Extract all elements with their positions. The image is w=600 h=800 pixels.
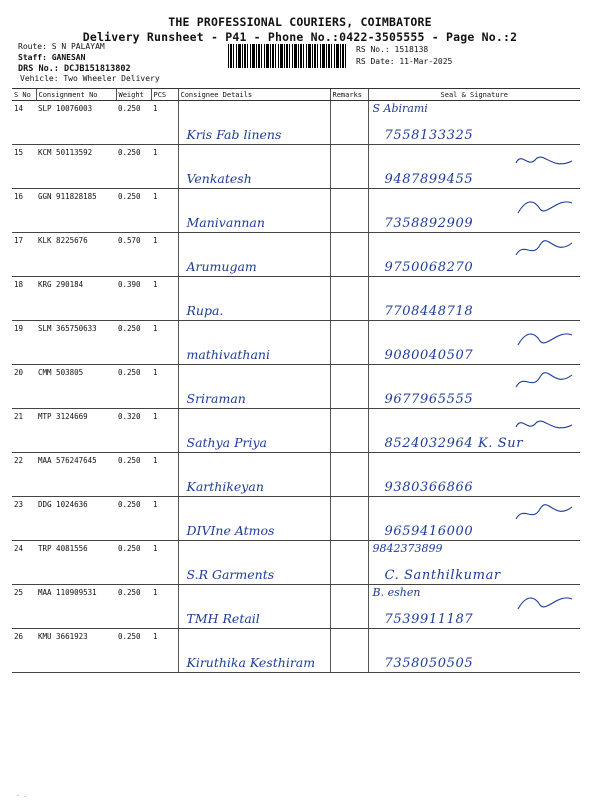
phone-handwriting: 9487899455 xyxy=(384,172,474,187)
seal-name-handwriting: 9842373899 xyxy=(372,542,443,555)
row-seal-cell xyxy=(368,321,580,365)
consignee-handwriting: DIVIne Atmos xyxy=(186,523,275,538)
row-sno: 14 xyxy=(12,101,36,145)
row-remarks xyxy=(330,365,368,409)
table-row xyxy=(12,409,580,453)
row-remarks xyxy=(330,233,368,277)
row-remarks xyxy=(330,409,368,453)
row-pcs: 1 xyxy=(151,101,178,145)
row-remarks xyxy=(330,101,368,145)
consignee-handwriting: S.R Garments xyxy=(186,567,275,582)
signature-scribble-icon xyxy=(514,325,574,349)
row-consignee-cell xyxy=(178,145,330,189)
runsheet-table xyxy=(12,88,580,673)
row-consignee-cell xyxy=(178,365,330,409)
row-remarks xyxy=(330,277,368,321)
col-pcs: PCS xyxy=(151,89,178,101)
consignee-handwriting: mathivathani xyxy=(186,347,270,362)
row-sno: 17 xyxy=(12,233,36,277)
row-pcs: 1 xyxy=(151,189,178,233)
row-consignee-cell xyxy=(178,101,330,145)
row-remarks xyxy=(330,541,368,585)
phone-handwriting: 7558133325 xyxy=(384,128,474,143)
row-pcs: 1 xyxy=(151,277,178,321)
company-title: THE PROFESSIONAL COURIERS, COIMBATORE xyxy=(168,15,432,29)
row-sno: 16 xyxy=(12,189,36,233)
row-weight: 0.250 xyxy=(116,629,151,673)
row-remarks xyxy=(330,585,368,629)
row-sno: 20 xyxy=(12,365,36,409)
row-pcs: 1 xyxy=(151,409,178,453)
row-seal-cell xyxy=(368,233,580,277)
col-weight: Weight xyxy=(116,89,151,101)
consignee-handwriting: Venkatesh xyxy=(186,171,252,186)
vehicle-label: Vehicle: Two Wheeler Delivery xyxy=(20,74,160,83)
row-consignment: MAA 576247645 xyxy=(36,453,116,497)
row-pcs: 1 xyxy=(151,233,178,277)
row-consignment: KMU 3661923 xyxy=(36,629,116,673)
consignee-handwriting: Arumugam xyxy=(186,259,257,274)
col-seal: Seal & Signature xyxy=(368,89,580,101)
row-remarks xyxy=(330,497,368,541)
phone-handwriting: C. Santhilkumar xyxy=(384,568,501,583)
row-seal-cell xyxy=(368,453,580,497)
row-consignment: KRG 290184 xyxy=(36,277,116,321)
row-pcs: 1 xyxy=(151,453,178,497)
table-header-row xyxy=(12,89,580,101)
row-weight: 0.250 xyxy=(116,585,151,629)
consignee-handwriting: Kiruthika Kesthiram xyxy=(186,655,316,670)
row-sno: 24 xyxy=(12,541,36,585)
row-seal-cell xyxy=(368,629,580,673)
row-consignment: DDG 1024636 xyxy=(36,497,116,541)
table-row xyxy=(12,585,580,629)
row-consignee-cell xyxy=(178,233,330,277)
row-remarks xyxy=(330,453,368,497)
header-info-left xyxy=(18,41,131,75)
signature-scribble-icon xyxy=(514,589,574,613)
table-row xyxy=(12,541,580,585)
row-pcs: 1 xyxy=(151,365,178,409)
row-sno: 15 xyxy=(12,145,36,189)
row-consignee-cell xyxy=(178,541,330,585)
row-seal-cell xyxy=(368,145,580,189)
staff-label: Staff: GANESAN xyxy=(18,53,86,63)
row-consignee-cell xyxy=(178,189,330,233)
row-seal-cell xyxy=(368,277,580,321)
col-sno: S No xyxy=(12,89,36,101)
row-pcs: 1 xyxy=(151,629,178,673)
row-consignee-cell xyxy=(178,321,330,365)
row-seal-cell xyxy=(368,101,580,145)
row-consignment: GGN 911828185 xyxy=(36,189,116,233)
row-consignment: KLK 8225676 xyxy=(36,233,116,277)
consignee-handwriting: TMH Retail xyxy=(186,611,260,626)
row-sno: 18 xyxy=(12,277,36,321)
col-remarks: Remarks xyxy=(330,89,368,101)
table-row xyxy=(12,365,580,409)
row-weight: 0.250 xyxy=(116,541,151,585)
signature-scribble-icon xyxy=(514,369,574,393)
row-consignment: MAA 110909531 xyxy=(36,585,116,629)
row-weight: 0.250 xyxy=(116,365,151,409)
seal-name-handwriting: B. eshen xyxy=(372,586,421,599)
signature-scribble-icon xyxy=(514,193,574,217)
header-info-right xyxy=(356,44,452,68)
consignee-handwriting: Karthikeyan xyxy=(186,479,264,494)
table-row xyxy=(12,101,580,145)
table-row xyxy=(12,277,580,321)
barcode-image xyxy=(228,44,346,68)
consignee-handwriting: Manivannan xyxy=(186,215,265,230)
consignee-handwriting: Rupa. xyxy=(186,303,224,318)
consignee-handwriting: Sathya Priya xyxy=(186,435,267,450)
table-row xyxy=(12,189,580,233)
row-weight: 0.250 xyxy=(116,145,151,189)
col-consignee: Consignee Details xyxy=(178,89,330,101)
phone-handwriting: 7539911187 xyxy=(384,612,474,627)
row-consignee-cell xyxy=(178,277,330,321)
row-remarks xyxy=(330,629,368,673)
row-sno: 22 xyxy=(12,453,36,497)
row-consignment: MTP 3124669 xyxy=(36,409,116,453)
page-corner-mark: - . xyxy=(16,792,27,799)
phone-handwriting: 9380366866 xyxy=(384,480,474,495)
row-consignment: KCM 50113592 xyxy=(36,145,116,189)
row-seal-cell xyxy=(368,409,580,453)
row-seal-cell xyxy=(368,189,580,233)
signature-scribble-icon xyxy=(514,149,574,173)
row-remarks xyxy=(330,321,368,365)
row-consignee-cell xyxy=(178,497,330,541)
row-weight: 0.390 xyxy=(116,277,151,321)
route-label: Route: S N PALAYAM xyxy=(18,42,105,51)
row-seal-cell xyxy=(368,541,580,585)
phone-handwriting: 7358892909 xyxy=(384,216,474,231)
row-sno: 25 xyxy=(12,585,36,629)
row-weight: 0.570 xyxy=(116,233,151,277)
phone-handwriting: 8524032964 K. Sur xyxy=(384,436,524,451)
table-row xyxy=(12,497,580,541)
consignee-handwriting: Kris Fab linens xyxy=(186,127,282,142)
row-weight: 0.250 xyxy=(116,189,151,233)
table-row xyxy=(12,145,580,189)
row-consignee-cell xyxy=(178,629,330,673)
row-consignee-cell xyxy=(178,585,330,629)
phone-handwriting: 7708448718 xyxy=(384,304,474,319)
row-consignee-cell xyxy=(178,409,330,453)
table-row xyxy=(12,321,580,365)
row-sno: 26 xyxy=(12,629,36,673)
rs-date: RS Date: 11-Mar-2025 xyxy=(356,57,453,66)
table-row xyxy=(12,453,580,497)
row-sno: 21 xyxy=(12,409,36,453)
phone-handwriting: 9080040507 xyxy=(384,348,474,363)
consignee-handwriting: Sriraman xyxy=(186,391,246,406)
signature-scribble-icon xyxy=(514,413,574,437)
row-consignee-cell xyxy=(178,453,330,497)
row-remarks xyxy=(330,189,368,233)
table-row xyxy=(12,629,580,673)
row-pcs: 1 xyxy=(151,585,178,629)
row-remarks xyxy=(330,145,368,189)
phone-handwriting: 9677965555 xyxy=(384,392,474,407)
row-pcs: 1 xyxy=(151,321,178,365)
row-seal-cell xyxy=(368,585,580,629)
row-consignment: SLP 10076003 xyxy=(36,101,116,145)
row-sno: 23 xyxy=(12,497,36,541)
drs-number: DRS No.: DCJB151813802 xyxy=(18,63,131,74)
row-weight: 0.320 xyxy=(116,409,151,453)
row-pcs: 1 xyxy=(151,541,178,585)
row-sno: 19 xyxy=(12,321,36,365)
row-weight: 0.250 xyxy=(116,497,151,541)
row-consignment: CMM 503805 xyxy=(36,365,116,409)
phone-handwriting: 7358050505 xyxy=(384,656,474,671)
rs-number: RS No.: 1518138 xyxy=(356,45,429,54)
row-weight: 0.250 xyxy=(116,101,151,145)
phone-handwriting: 9659416000 xyxy=(384,524,474,539)
signature-scribble-icon xyxy=(514,501,574,525)
col-consignment: Consignment No xyxy=(36,89,116,101)
table-row xyxy=(12,233,580,277)
row-pcs: 1 xyxy=(151,145,178,189)
row-weight: 0.250 xyxy=(116,453,151,497)
runsheet-title: Delivery Runsheet - P41 - Phone No.:0422-3505555 - Page No.:2 xyxy=(82,30,518,44)
phone-handwriting: 9750068270 xyxy=(384,260,474,275)
row-consignment: TRP 4081556 xyxy=(36,541,116,585)
signature-scribble-icon xyxy=(514,237,574,261)
row-seal-cell xyxy=(368,497,580,541)
seal-name-handwriting: S Abirami xyxy=(372,102,428,115)
row-weight: 0.250 xyxy=(116,321,151,365)
row-seal-cell xyxy=(368,365,580,409)
row-consignment: SLM 365750633 xyxy=(36,321,116,365)
row-pcs: 1 xyxy=(151,497,178,541)
